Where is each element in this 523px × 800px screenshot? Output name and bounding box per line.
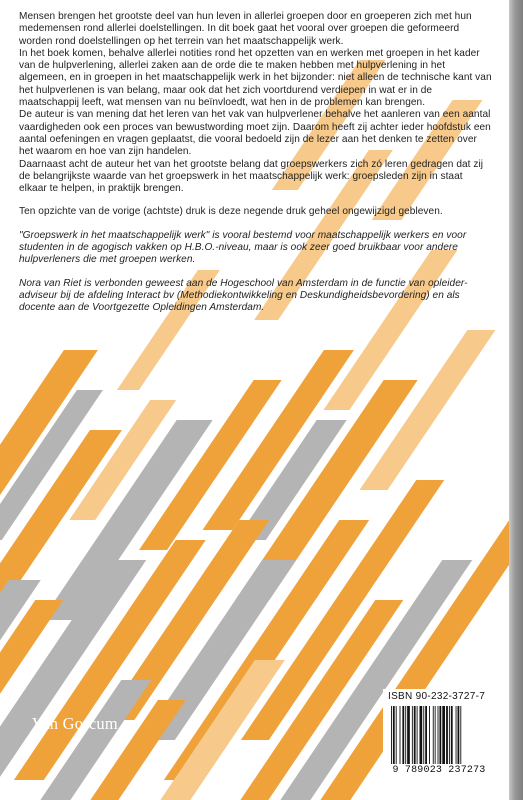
isbn-label: ISBN 90-232-3727-7 <box>388 691 486 702</box>
audience-note: "Groepswerk in het maatschappelijk werk" is vooral bestemd voor maatschappelijk werkers en voor studenten in de agogisch vakken op H.B.O.-niveau, maar is ook zeer goed bruikbaar voor andere hulpverleners die met groepen werken. <box>19 229 467 266</box>
blurb-paragraph-4: Daarnaast acht de auteur het van het grootste belang dat groepswerkers zich zó leren gedragen dat zij de belangrijkste waarde van het groepswerk in het maatschappelijk werk: groepsleden zijn in staat elkaar te helpen, in praktijk brengen. <box>19 158 484 195</box>
blurb-paragraph-3: De auteur is van mening dat het leren van het vak van hulpverlener behalve het aanleren van een aantal vaardigheden ook een proces van bewustwording moet zijn. Daarom heeft zij achter ieder hoofdstuk een aantal oefeningen en vragen geplaatst, die vooral bedoeld zijn de lezer aan het denken te zetten over het waarom en hoe van zijn handelen. <box>19 109 491 158</box>
blurb-text <box>19 11 493 315</box>
blurb-paragraph-1: Mensen brengen het grootste deel van hun leven in allerlei groepen door en groeperen zich met hun medemensen rond allerlei doelstellingen. In dit boek gaat het vooral over groepen die geformeerd worden rond doelstellingen op het terrein van het maatschappelijk werk. <box>19 11 472 47</box>
barcode-icon <box>389 706 489 766</box>
author-note: Nora van Riet is verbonden geweest aan de Hogeschool van Amsterdam in de functie van opleider-adviseur bij de afdeling Interact bv (Methodiekontwikkeling en Deskundigheidsbevordering) en als docente aan de Voortgezette Opleidingen Amsterdam. <box>19 277 468 314</box>
isbn-barcode-block <box>383 689 495 779</box>
edition-note: Ten opzichte van de vorige (achtste) druk is deze negende druk geheel ongewijzigd gebleven. <box>19 206 443 218</box>
crown-icon: ♛ <box>52 703 61 713</box>
blurb-paragraph-2: In het boek komen, behalve allerlei notities rond het opzetten van en werken met groepen in het kader van de hulpverlening, allerlei zaken aan de orde die te maken hebben met hulpverlening in het algemeen, en in groepen in het maatschappelijk werk in het bijzonder: niet alleen de technische kant van het hulpverlenen is van belang, maar ook dat het zich voortdurend verdiepen in wat er in de maatschappij leeft, wat mensen van nu beïnvloedt, wat hen in de problemen kan brengen. <box>19 47 492 109</box>
book-spine-edge <box>509 0 523 800</box>
publisher-logo: Van Gorcum <box>32 714 118 733</box>
barcode-number: 9 789023 237273 <box>392 765 486 776</box>
